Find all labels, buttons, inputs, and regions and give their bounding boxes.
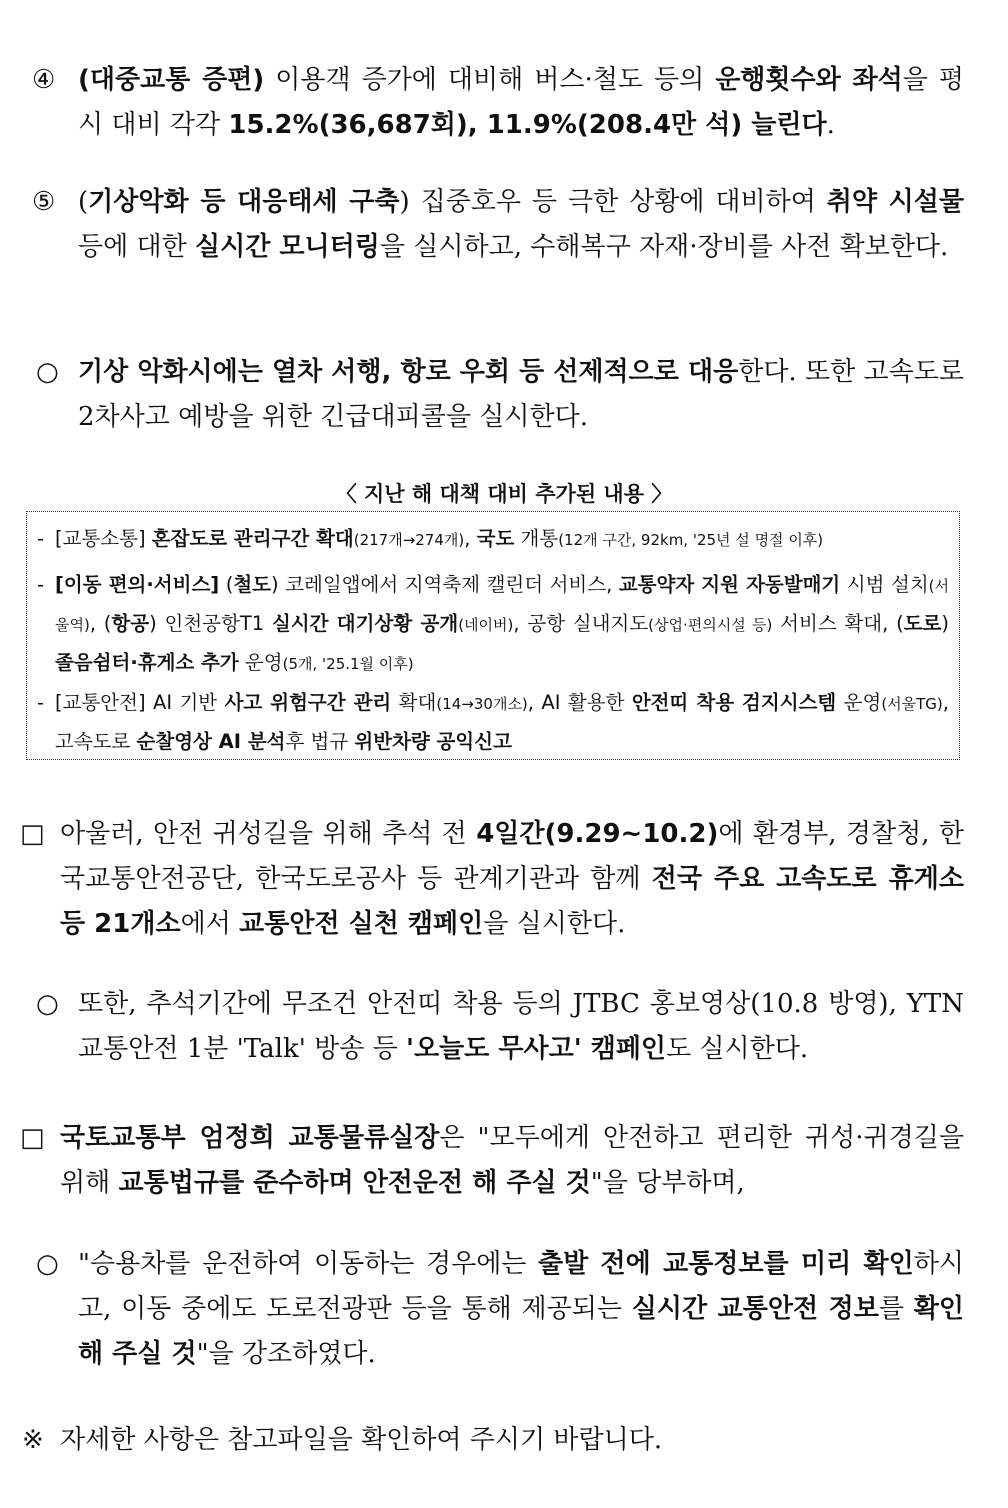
box-item-convenience: - [이동 편의·서비스] (철도) 코레일앱에서 지역축제 캘린더 서비스, 교통약자 지원 자동발매기 시범 설치(서울역), (항공) 인천공항T1 실시간 대기상황 공개(네이버), 공항 실내지도(상업·편의시설 등) 서비스 확대, (도로) 졸음쉼터·휴게소 추가 운영(5개, '25.1월 이후) (37, 566, 949, 683)
dash: - (37, 691, 45, 714)
item-marker: ④ (32, 65, 56, 95)
box-item-traffic-flow: - [교통소통] 혼잡도로 관리구간 확대(217개→274개), 국도 개통(12개 구간, 92km, '25년 설 명절 이후) (37, 520, 949, 559)
bullet-text: 기상 악화시에는 열차 서행, 항로 우회 등 선제적으로 대응한다. 또한 고속도로 2차사고 예방을 위한 긴급대피콜을 실시한다. (78, 357, 964, 432)
item-text: (기상악화 등 대응태세 구축) 집중호우 등 극한 상황에 대비하여 취약 시설물 등에 대한 실시간 모니터링을 실시하고, 수해복구 자재·장비를 사전 확보한다. (78, 187, 964, 262)
bullet-marker: ○ (36, 357, 59, 387)
item-text: (대중교통 증편) 이용객 증가에 대비해 버스·철도 등의 운행횟수와 좌석을 평시 대비 각각 15.2%(36,687회), 11.9%(208.4만 석) 늘린다. (78, 65, 965, 140)
note-marker: ※ (22, 1425, 44, 1455)
note-text: 자세한 사항은 참고파일을 확인하여 주시기 바랍니다. (60, 1425, 663, 1455)
dash: - (37, 527, 45, 550)
dash: - (37, 573, 45, 596)
section-text: 아울러, 안전 귀성길을 위해 추석 전 4일간(9.29~10.2)에 환경부, 경찰청, 한국교통안전공단, 한국도로공사 등 관계기관과 함께 전국 주요 고속도로 휴게소 등 21개소에서 교통안전 실천 캠페인을 실시한다. (60, 819, 964, 939)
bullet-marker: ○ (36, 989, 59, 1019)
box-title: 〈 지난 해 대책 대비 추가된 내용 〉 (335, 482, 673, 506)
section-text: 국토교통부 엄정희 교통물류실장은 "모두에게 안전하고 편리한 귀성·귀경길을 위해 교통법규를 준수하며 안전운전 해 주실 것"을 당부하며, (60, 1123, 964, 1198)
box-item-safety: - [교통안전] AI 기반 사고 위험구간 관리 확대(14→30개소), AI 활용한 안전띠 착용 검지시스템 운영(서울TG), 고속도로 순찰영상 AI 분석후 법규 위반차량 공익신고 (37, 684, 949, 760)
bullet-text: 또한, 추석기간에 무조건 안전띠 착용 등의 JTBC 홍보영상(10.8 방영), YTN 교통안전 1분 'Talk' 방송 등 '오늘도 무사고' 캠페인도 실시한다. (78, 989, 964, 1064)
bullet-text: "승용차를 운전하여 이동하는 경우에는 출발 전에 교통정보를 미리 확인하시고, 이동 중에도 도로전광판 등을 통해 제공되는 실시간 교통안전 정보를 확인해 주실 것"을 강조하였다. (78, 1249, 965, 1369)
bullet-marker: ○ (36, 1249, 59, 1279)
additions-box (26, 511, 960, 760)
item-marker: ⑤ (32, 187, 56, 217)
section-marker: □ (20, 819, 45, 849)
section-marker: □ (20, 1123, 45, 1153)
